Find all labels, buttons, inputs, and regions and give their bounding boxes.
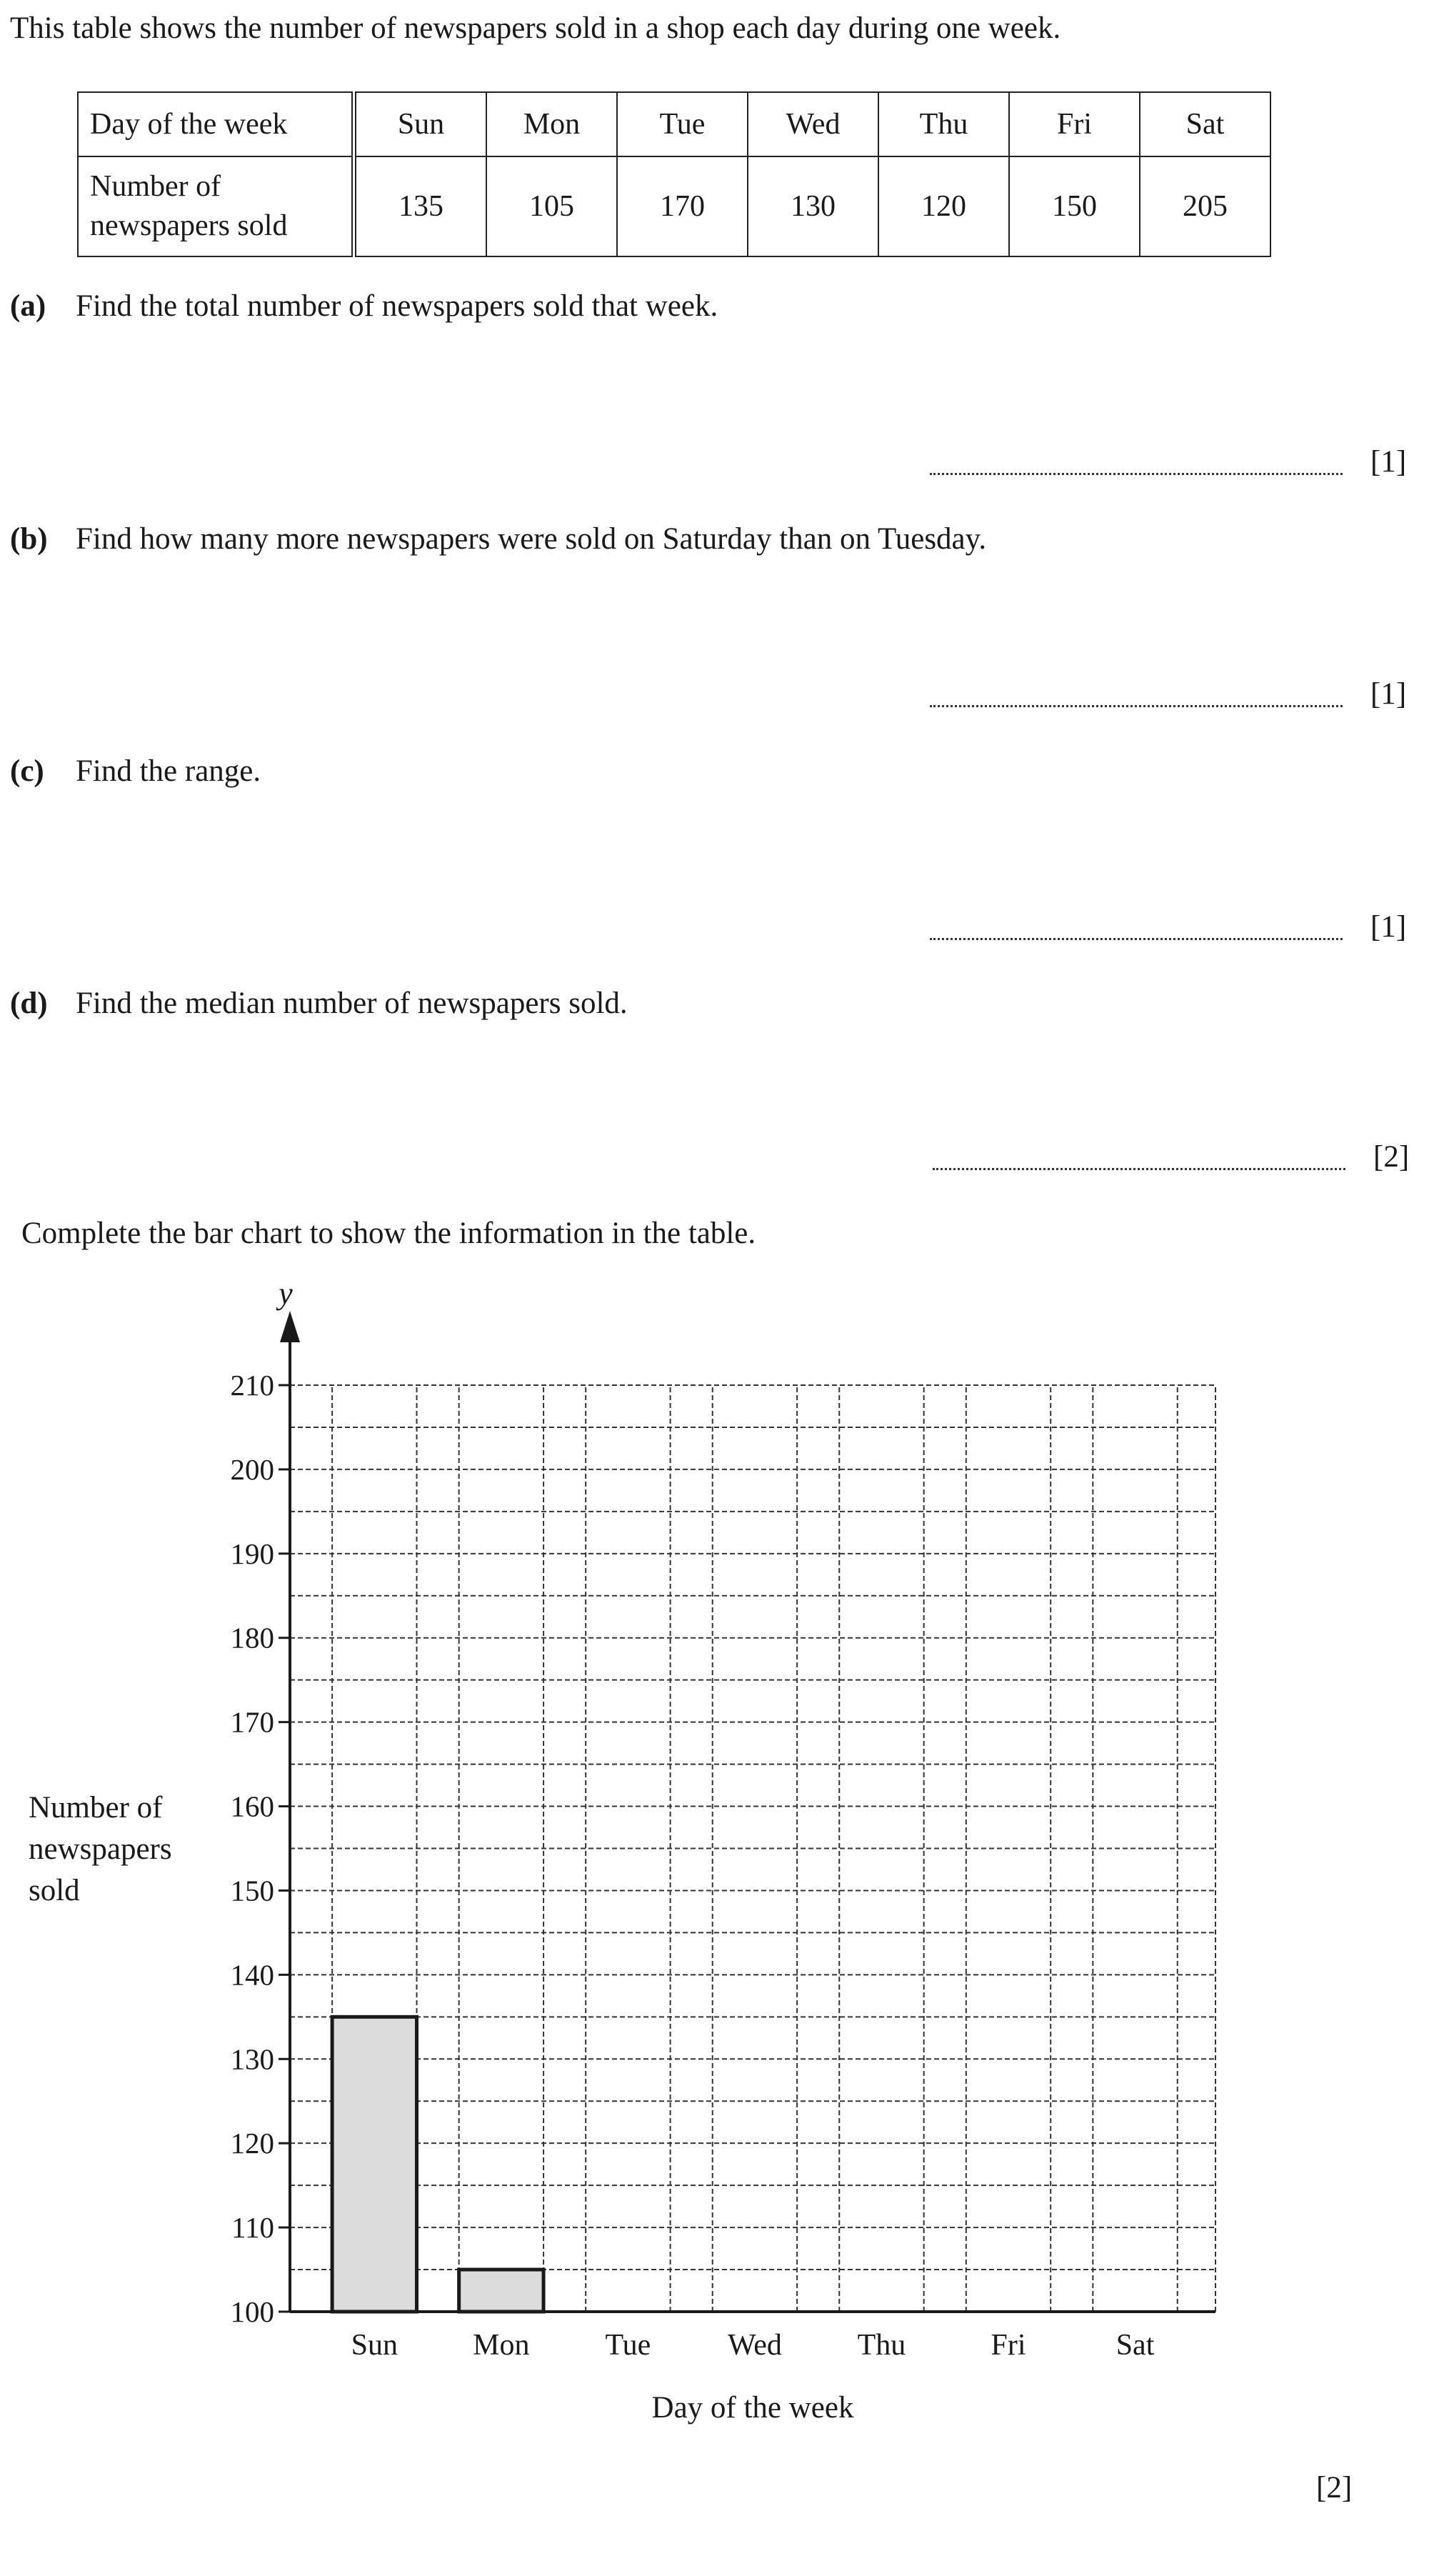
- marks-b: [1]: [1370, 677, 1407, 711]
- x-tick-label: Thu: [857, 2329, 906, 2362]
- x-tick-label: Sun: [351, 2329, 398, 2362]
- table-cell-value: 120: [878, 156, 1009, 256]
- bar-sun: [332, 2017, 416, 2312]
- y-tick-label: 150: [230, 1874, 274, 1907]
- y-axis-title-line: newspapers: [29, 1832, 172, 1866]
- question-b-label: (b): [10, 522, 48, 556]
- y-tick-label: 190: [230, 1537, 274, 1570]
- y-axis-title-line: sold: [29, 1874, 80, 1907]
- y-tick-label: 170: [230, 1705, 274, 1739]
- y-tick-label: 100: [230, 2295, 274, 2328]
- marks-e: [2]: [1316, 2471, 1353, 2505]
- bar-chart-instruction: Complete the bar chart to show the information in the table.: [21, 1217, 756, 1250]
- y-tick-label: 120: [230, 2127, 274, 2160]
- y-tick-label: 130: [230, 2042, 274, 2076]
- marks-a: [1]: [1370, 445, 1407, 479]
- bar-mon: [459, 2270, 543, 2312]
- question-d-label: (d): [10, 987, 48, 1020]
- y-tick-label: 160: [230, 1789, 274, 1823]
- marks-d: [2]: [1373, 1140, 1410, 1174]
- table-cell-value: 135: [354, 156, 487, 256]
- question-b-text: Find how many more newspapers were sold on Saturday than on Tuesday.: [76, 522, 987, 556]
- table-cell-day: Sun: [354, 92, 487, 156]
- y-tick-label: 140: [230, 1958, 274, 1992]
- y-tick-label: 180: [230, 1621, 274, 1654]
- x-axis-title: Day of the week: [651, 2391, 854, 2425]
- y-axis-title-line: Number of: [29, 1791, 163, 1824]
- chart-axes: [279, 1311, 1215, 2312]
- x-tick-label: Wed: [727, 2329, 782, 2362]
- table-header-day: Day of the week: [78, 92, 354, 156]
- table-cell-day: Thu: [878, 92, 1009, 156]
- intro-text: This table shows the number of newspapers sold in a shop each day during one week.: [10, 11, 1061, 45]
- question-a-text: Find the total number of newspapers sold that week.: [76, 289, 718, 323]
- chart-grid: [290, 1385, 1215, 2312]
- table-cell-day: Tue: [617, 92, 748, 156]
- table-cell-day: Mon: [486, 92, 617, 156]
- table-cell-day: Wed: [748, 92, 878, 156]
- table-cell-value: 130: [748, 156, 878, 256]
- y-tick-label: 210: [230, 1369, 274, 1402]
- x-tick-label: Mon: [473, 2329, 530, 2362]
- question-c-label: (c): [10, 754, 44, 788]
- table-cell-value: 150: [1009, 156, 1140, 256]
- x-tick-label: Sat: [1115, 2329, 1155, 2362]
- marks-c: [1]: [1370, 910, 1407, 944]
- table-cell-day: Fri: [1009, 92, 1140, 156]
- y-axis-arrow: [280, 1311, 300, 1342]
- table-cell-value: 205: [1140, 156, 1270, 256]
- table-cell-day: Sat: [1140, 92, 1270, 156]
- table-header-number-line1: Number of: [90, 170, 221, 204]
- x-tick-label: Fri: [991, 2329, 1026, 2362]
- question-c-text: Find the range.: [76, 754, 261, 788]
- table-cell-value: 170: [617, 156, 748, 256]
- x-tick-label: Tue: [605, 2329, 651, 2362]
- question-a-label: (a): [10, 289, 46, 323]
- table-cell-value: 105: [486, 156, 617, 256]
- y-tick-label: 110: [231, 2211, 274, 2245]
- table-header-number-line2: newspapers sold: [90, 209, 288, 242]
- y-tick-label: 200: [230, 1452, 274, 1486]
- question-d-text: Find the median number of newspapers sold.: [76, 987, 628, 1020]
- y-axis-symbol: y: [279, 1276, 293, 1311]
- chart-bars[interactable]: [332, 2017, 543, 2312]
